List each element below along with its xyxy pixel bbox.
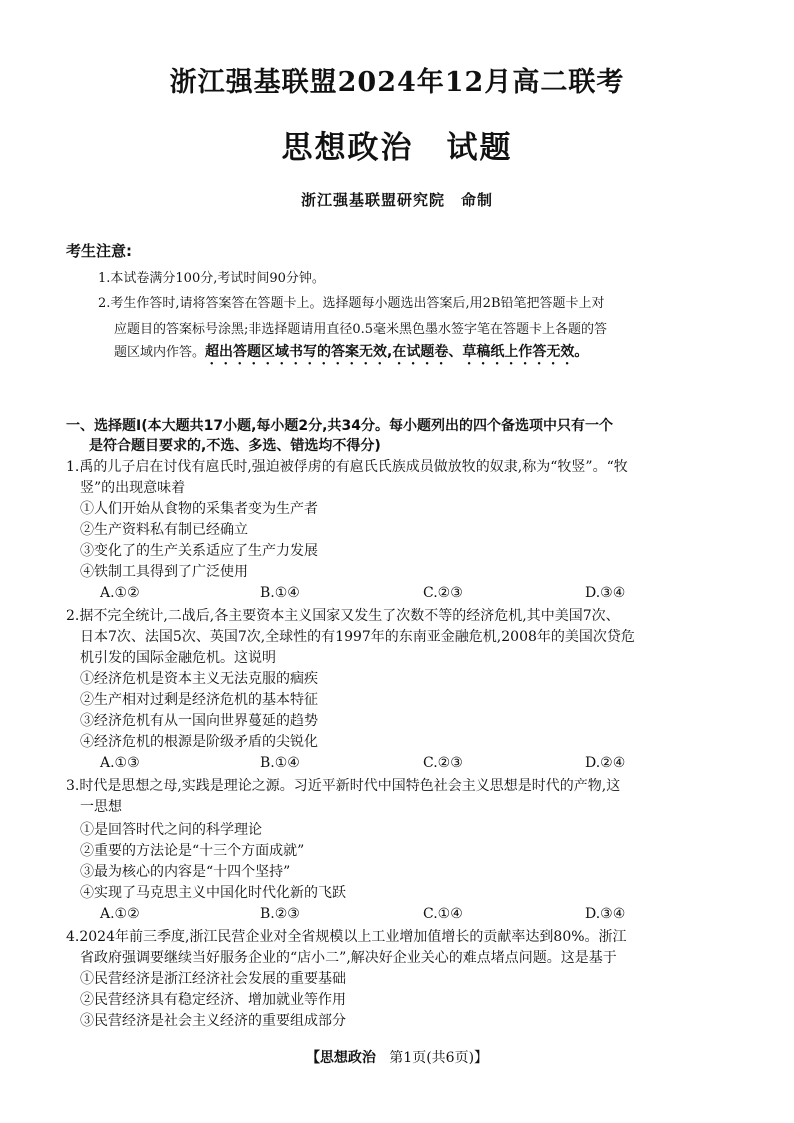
q1-choice-c: C.②③ <box>423 585 463 601</box>
q1-choice-b: B.①④ <box>260 585 300 601</box>
q3-choice-d: D.③④ <box>585 906 626 922</box>
q2-stem-line-2: 日本7次、法国5次、英国7次,全球性的有1997年的东南亚金融危机,2008年的美国次贷危 <box>80 629 635 645</box>
q1-option-1: ①人们开始从食物的采集者变为生产者 <box>80 501 318 517</box>
q2-choice-c: C.②③ <box>423 755 463 771</box>
q4-option-3: ③民营经济是社会主义经济的重要组成部分 <box>80 1013 346 1029</box>
footer-subject: 【思想政治 <box>305 1050 376 1066</box>
q2-option-2: ②生产相对过剩是经济危机的基本特征 <box>80 692 318 708</box>
exam-title: 浙江强基联盟2024年12月高二联考 <box>169 67 625 98</box>
q1-option-2: ②生产资料私有制已经确立 <box>80 522 248 538</box>
q3-choice-c: C.①④ <box>423 906 463 922</box>
q1-choice-d: D.③④ <box>585 585 626 601</box>
q2-option-4: ④经济危机的根源是阶级矛盾的尖锐化 <box>80 734 318 750</box>
notice-item-2-line-2: 应题目的答案标号涂黑;非选择题请用直径0.5毫米黑色墨水签字笔在答题卡上各题的答 <box>114 322 608 337</box>
notice-item-2-line-3-prefix: 题区域内作答。 <box>114 345 206 360</box>
q2-stem-line-1: 2.据不完全统计,二战后,各主要资本主义国家又发生了次数不等的经济危机,其中美国7次、 <box>66 608 620 624</box>
q2-option-3: ③经济危机有从一国向世界蔓延的趋势 <box>80 713 318 729</box>
q2-option-1: ①经济危机是资本主义无法克服的痼疾 <box>80 671 318 687</box>
q1-option-3: ③变化了的生产关系适应了生产力发展 <box>80 543 318 559</box>
q3-option-2: ②重要的方法论是“十三个方面成就” <box>80 843 305 859</box>
notice-item-2-line-3 <box>114 341 588 368</box>
q1-stem-line-2: 竖”的出现意味着 <box>80 480 186 496</box>
q3-stem-line-2: 一思想 <box>80 799 122 815</box>
q2-choice-b: B.①④ <box>260 755 300 771</box>
q2-stem-line-3: 机引发的国际金融危机。这说明 <box>80 650 276 666</box>
q1-stem-line-1: 1.禹的儿子启在讨伐有扈氏时,强迫被俘虏的有扈氏氏族成员做放牧的奴隶,称为“牧竖”。“牧 <box>66 459 628 475</box>
q4-stem-line-2: 省政府强调要继续当好服务企业的“店小二”,解决好企业关心的难点堵点问题。这是基于 <box>80 950 617 966</box>
q4-option-1: ①民营经济是浙江经济社会发展的重要基础 <box>80 971 346 987</box>
q1-choice-a: A.①② <box>100 585 140 601</box>
q2-choice-a: A.①③ <box>100 755 140 771</box>
q3-option-4: ④实现了马克思主义中国化时代化新的飞跃 <box>80 885 346 901</box>
section-1-heading: 一、选择题Ⅰ(本大题共17小题,每小题2分,共34分。每小题列出的四个备选项中只有一个 <box>66 418 613 434</box>
page-footer <box>0 1047 794 1067</box>
q3-choice-a: A.①② <box>100 906 140 922</box>
q3-stem-line-1: 3.时代是思想之母,实践是理论之源。习近平新时代中国特色社会主义思想是时代的产物,这 <box>66 778 621 794</box>
section-1-heading-cont: 是符合题目要求的,不选、多选、错选均不得分) <box>89 438 381 454</box>
author-line: 浙江强基联盟研究院 命制 <box>300 191 493 209</box>
notice-item-2-line-1: 2.考生作答时,请将答案答在答题卡上。选择题每小题选出答案后,用2B铅笔把答题卡上对 <box>98 296 605 311</box>
q3-option-3: ③最为核心的内容是“十四个坚持” <box>80 864 291 880</box>
q3-option-1: ①是回答时代之问的科学理论 <box>80 822 262 838</box>
subject-title: 思想政治 试题 <box>281 130 513 166</box>
notice-heading: 考生注意: <box>66 242 132 260</box>
q2-choice-d: D.②④ <box>585 755 626 771</box>
q3-choice-b: B.②③ <box>260 906 300 922</box>
notice-item-1: 1.本试卷满分100分,考试时间90分钟。 <box>98 271 325 286</box>
q1-option-4: ④铁制工具得到了广泛使用 <box>80 564 248 580</box>
q4-stem-line-1: 4.2024年前三季度,浙江民营企业对全省规模以上工业增加值增长的贡献率达到80%。浙江 <box>66 929 627 945</box>
notice-warning-emphasis: 超出答题区域书写的答案无效,在试题卷、草稿纸上作答无效。 <box>205 344 589 360</box>
q4-option-2: ②民营经济具有稳定经济、增加就业等作用 <box>80 992 346 1008</box>
footer-page-number: 第1页(共6页)】 <box>389 1050 489 1066</box>
